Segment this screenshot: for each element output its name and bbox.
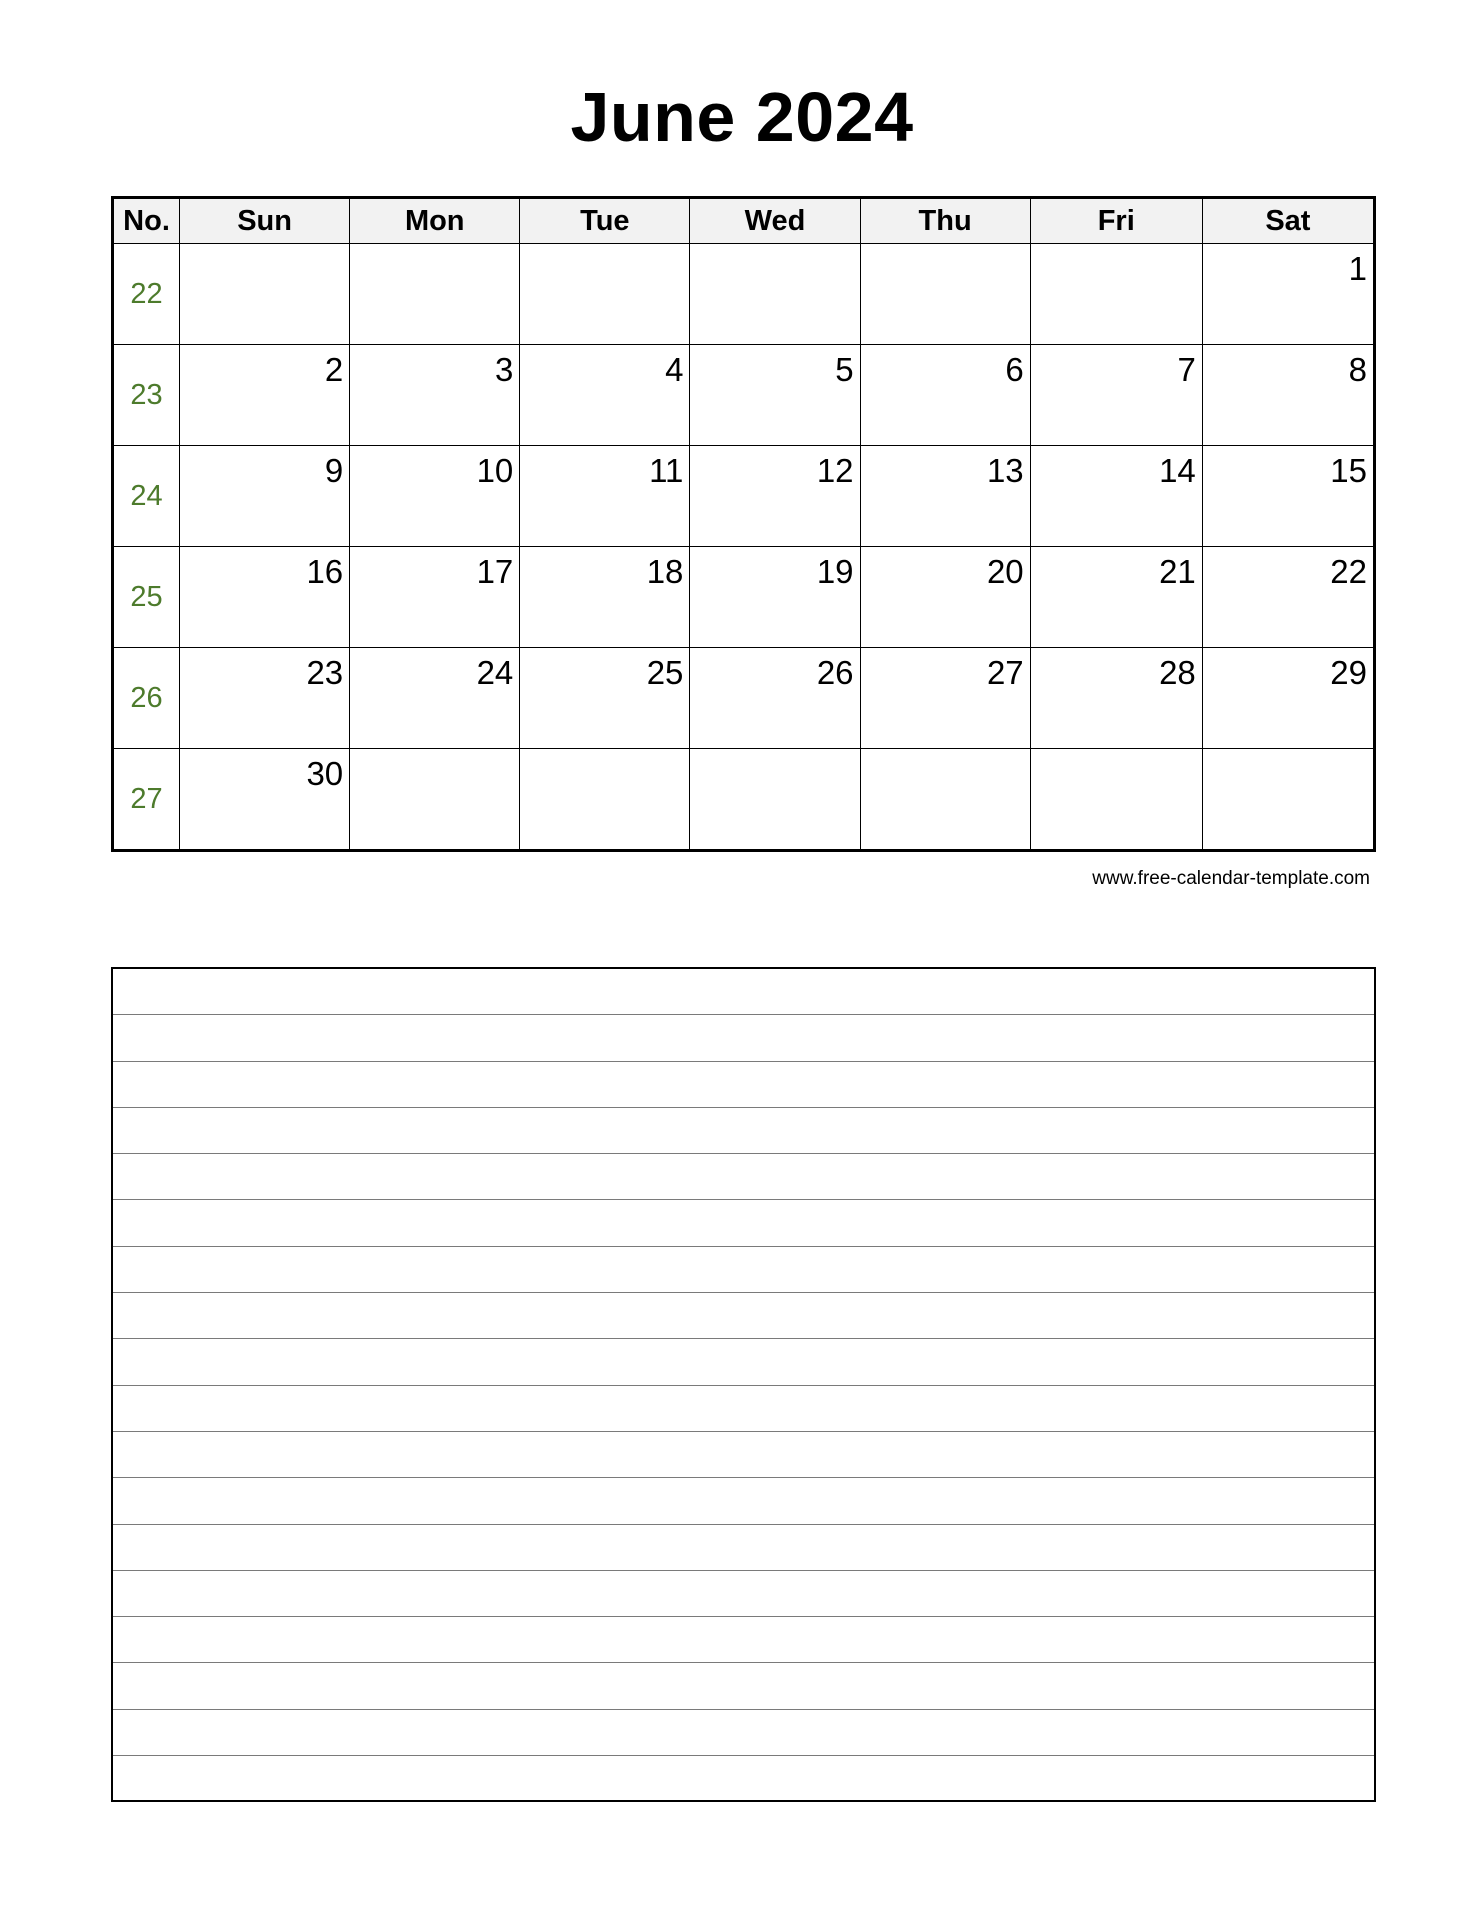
note-line[interactable] [113,1571,1374,1617]
note-line[interactable] [113,1710,1374,1756]
day-cell[interactable] [350,749,520,850]
day-cell[interactable] [860,749,1030,850]
day-cell[interactable] [180,446,350,547]
day-cell[interactable] [860,547,1030,648]
note-line[interactable] [113,969,1374,1015]
day-number: 29 [1330,654,1367,691]
day-number: 28 [1159,654,1196,691]
day-cell[interactable] [1202,446,1373,547]
weekday-header-sun: Sun [180,199,350,244]
day-number: 18 [646,553,684,590]
day-cell[interactable] [180,345,350,446]
weekday-header-thu: Thu [860,199,1030,244]
day-cell[interactable] [520,244,690,345]
day-number: 13 [986,452,1024,489]
day-cell[interactable] [1202,547,1373,648]
day-cell[interactable] [690,547,860,648]
day-cell[interactable] [1030,648,1202,749]
day-cell[interactable] [180,244,350,345]
week-number-cell [114,345,180,446]
website-link[interactable]: www.free-calendar-template.com [1092,868,1370,889]
week-row [114,547,1374,648]
day-number: 19 [816,553,854,590]
day-number: 22 [1330,553,1367,590]
note-line[interactable] [113,1062,1374,1108]
day-number: 17 [476,553,514,590]
week-number-cell [114,749,180,850]
week-number: 26 [130,682,163,714]
day-cell[interactable] [520,345,690,446]
calendar-grid [111,196,1376,852]
week-row [114,749,1374,850]
day-cell[interactable] [520,749,690,850]
weekday-header-sat: Sat [1202,199,1373,244]
day-cell[interactable] [1202,648,1373,749]
note-line[interactable] [113,1293,1374,1339]
note-line[interactable] [113,1339,1374,1385]
note-line[interactable] [113,1154,1374,1200]
note-line[interactable] [113,1756,1374,1802]
day-cell[interactable] [350,345,520,446]
day-cell[interactable] [1030,446,1202,547]
day-number: 4 [665,351,684,388]
day-cell[interactable] [690,648,860,749]
day-number: 16 [306,553,344,590]
day-cell[interactable] [520,648,690,749]
day-cell[interactable] [350,648,520,749]
day-cell[interactable] [1030,345,1202,446]
week-row [114,244,1374,345]
day-number: 11 [649,452,684,489]
day-number: 30 [306,755,344,792]
weekday-header-wed: Wed [690,199,860,244]
week-number: 22 [130,278,163,310]
day-number: 8 [1348,351,1367,388]
day-cell[interactable] [350,547,520,648]
day-number: 1 [1348,250,1367,287]
week-number: 23 [130,379,163,411]
day-cell[interactable] [860,244,1030,345]
day-cell[interactable] [690,244,860,345]
note-line[interactable] [113,1432,1374,1478]
day-number: 12 [816,452,854,489]
week-number-cell [114,547,180,648]
day-cell[interactable] [1030,244,1202,345]
day-cell[interactable] [690,446,860,547]
week-row [114,648,1374,749]
note-line[interactable] [113,1663,1374,1709]
day-cell[interactable] [520,547,690,648]
note-line[interactable] [113,1386,1374,1432]
week-row [114,345,1374,446]
day-number: 25 [646,654,684,691]
notes-area[interactable] [111,967,1376,1802]
note-line[interactable] [113,1015,1374,1061]
week-number-header: No. [114,199,180,244]
day-cell[interactable] [860,648,1030,749]
note-line[interactable] [113,1617,1374,1663]
weekday-header-fri: Fri [1030,199,1202,244]
week-number: 24 [130,480,163,512]
week-number: 25 [130,581,163,613]
weekday-header-row [114,199,1374,244]
note-line[interactable] [113,1200,1374,1246]
day-cell[interactable] [690,345,860,446]
day-number: 14 [1159,452,1196,489]
week-number-cell [114,648,180,749]
day-cell[interactable] [860,345,1030,446]
day-number: 10 [476,452,514,489]
note-line[interactable] [113,1247,1374,1293]
day-number: 9 [324,452,344,489]
day-cell[interactable] [1202,345,1373,446]
day-number: 2 [324,351,344,388]
day-cell[interactable] [520,446,690,547]
day-cell[interactable] [690,749,860,850]
day-cell[interactable] [350,446,520,547]
note-line[interactable] [113,1525,1374,1571]
day-number: 5 [835,351,854,388]
day-cell[interactable] [350,244,520,345]
day-number: 3 [494,351,514,388]
week-number-cell [114,244,180,345]
week-number: 27 [130,783,163,815]
day-cell[interactable] [1202,244,1373,345]
weekday-header-tue: Tue [520,199,690,244]
day-cell[interactable] [1030,547,1202,648]
day-number: 15 [1330,452,1367,489]
day-cell[interactable] [180,547,350,648]
calendar-title: June 2024 [570,78,914,156]
day-number: 26 [816,654,854,691]
note-line[interactable] [113,1478,1374,1524]
day-cell[interactable] [180,749,350,850]
weekday-header-mon: Mon [350,199,520,244]
week-number-cell [114,446,180,547]
day-number: 24 [476,654,514,691]
day-number: 23 [306,654,344,691]
day-cell[interactable] [1202,749,1373,850]
week-row [114,446,1374,547]
day-cell[interactable] [1030,749,1202,850]
note-line[interactable] [113,1108,1374,1154]
day-number: 7 [1177,351,1196,388]
day-number: 20 [986,553,1024,590]
day-cell[interactable] [860,446,1030,547]
day-number: 27 [986,654,1024,691]
day-number: 6 [1005,351,1024,388]
day-number: 21 [1159,553,1196,590]
day-cell[interactable] [180,648,350,749]
